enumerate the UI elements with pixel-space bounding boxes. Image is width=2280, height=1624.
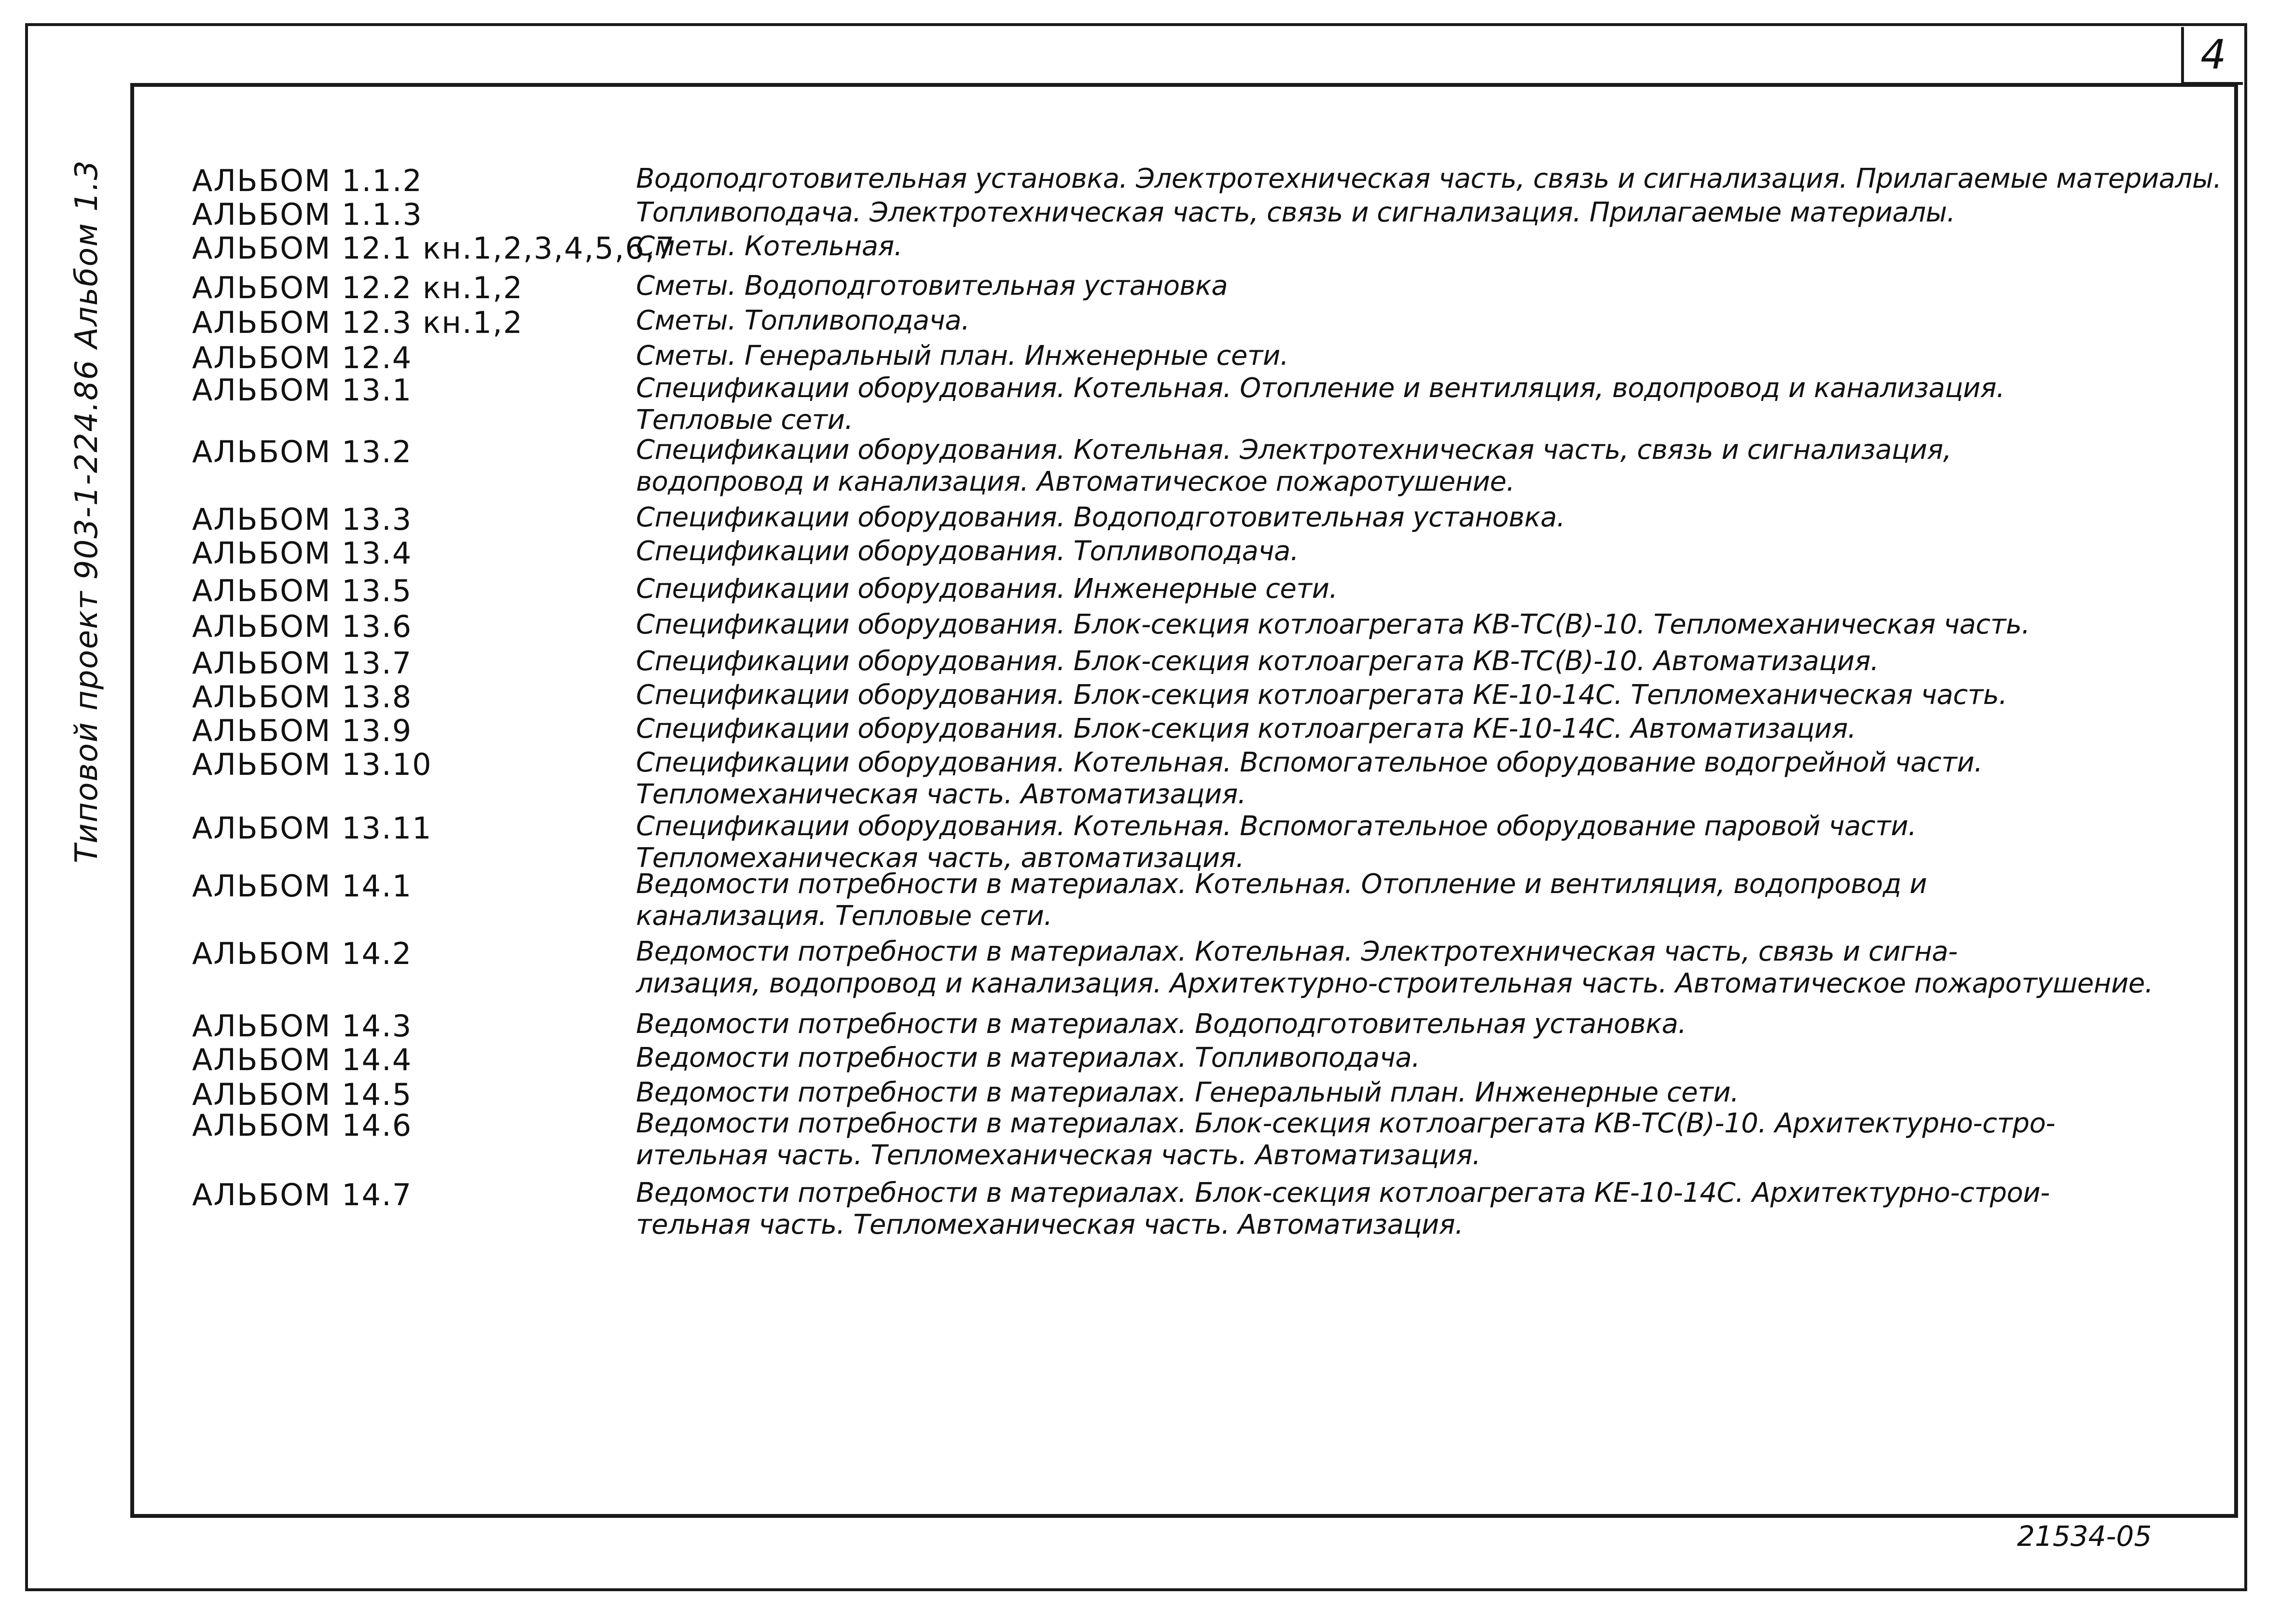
description-line: Ведомости потребности в материалах. Водоподготовительная установка. — [636, 1008, 1686, 1040]
album-code: АЛЬБОМ 1.1.2 — [192, 163, 423, 198]
album-code: АЛЬБОМ 13.5 — [192, 573, 413, 608]
album-code: АЛЬБОМ 13.6 — [192, 609, 413, 644]
description-line: Водоподготовительная установка. Электротехническая часть, связь и сигнализация. Прилагаемые материалы. — [636, 163, 2222, 194]
description-line: Спецификации оборудования. Инженерные сети. — [636, 573, 1338, 605]
album-description — [636, 197, 2204, 229]
description-line: Ведомости потребности в материалах. Котельная. Электротехническая часть, связь и сигна- — [636, 936, 1958, 967]
album-code: АЛЬБОМ 12.3 кн.1,2 — [192, 305, 524, 340]
album-code: АЛЬБОМ 13.9 — [192, 713, 413, 748]
album-description — [636, 305, 2204, 337]
description-line: Спецификации оборудования. Блок-секция котлоагрегата КЕ-10-14С. Автоматизация. — [636, 713, 1856, 744]
album-description — [636, 811, 2204, 874]
description-line: Сметы. Водоподготовительная установка — [636, 270, 1228, 302]
description-line: Спецификации оборудования. Блок-секция котлоагрегата КВ-ТС(В)-10. Тепломеханическая часть. — [636, 609, 2030, 640]
album-description — [636, 609, 2204, 641]
album-description — [636, 536, 2204, 567]
description-line: Сметы. Топливоподача. — [636, 305, 970, 336]
description-line: Сметы. Генеральный план. Инженерные сети. — [636, 340, 1289, 372]
album-description — [636, 573, 2204, 605]
description-line: Спецификации оборудования. Котельная. Электротехническая часть, связь и сигнализация, — [636, 434, 1952, 466]
album-description — [636, 1008, 2204, 1040]
album-description — [636, 502, 2204, 534]
album-code: АЛЬБОМ 14.4 — [192, 1042, 413, 1077]
album-code: АЛЬБОМ 13.10 — [192, 747, 432, 782]
album-description — [636, 936, 2204, 1000]
album-code: АЛЬБОМ 14.5 — [192, 1077, 413, 1112]
album-code: АЛЬБОМ 13.3 — [192, 502, 413, 537]
album-description — [636, 270, 2204, 302]
album-description — [636, 231, 2204, 262]
album-code: АЛЬБОМ 12.2 кн.1,2 — [192, 270, 524, 305]
description-line: Спецификации оборудования. Водоподготовительная установка. — [636, 502, 1565, 533]
description-line: водопровод и канализация. Автоматическое пожаротушение. — [636, 466, 1515, 497]
album-description — [636, 372, 2204, 436]
description-line: тельная часть. Тепломеханическая часть. Автоматизация. — [636, 1209, 1464, 1240]
album-code: АЛЬБОМ 14.3 — [192, 1008, 413, 1044]
album-description — [636, 1042, 2204, 1074]
album-code: АЛЬБОМ 14.1 — [192, 868, 413, 904]
album-code: АЛЬБОМ 14.2 — [192, 936, 413, 971]
album-description — [636, 713, 2204, 745]
description-line: Спецификации оборудования. Блок-секция котлоагрегата КЕ-10-14С. Тепломеханическая часть. — [636, 679, 2007, 711]
album-code: АЛЬБОМ 1.1.3 — [192, 197, 423, 232]
description-line: Тепломеханическая часть, автоматизация. — [636, 842, 1244, 874]
album-description — [636, 434, 2204, 498]
description-line: Спецификации оборудования. Блок-секция котлоагрегата КВ-ТС(В)-10. Автоматизация. — [636, 646, 1879, 677]
description-line: Спецификации оборудования. Котельная. Отопление и вентиляция, водопровод и канализация. — [636, 372, 2005, 404]
album-description — [636, 163, 2222, 195]
description-line: Топливоподача. Электротехническая часть, связь и сигнализация. Прилагаемые материалы. — [636, 197, 1955, 228]
album-code: АЛЬБОМ 12.4 — [192, 340, 413, 375]
album-description — [636, 868, 2204, 932]
album-code: АЛЬБОМ 13.1 — [192, 372, 413, 408]
document-stamp: 21534-05 — [2017, 1520, 2152, 1553]
description-line: канализация. Тепловые сети. — [636, 900, 1052, 932]
description-line: Тепловые сети. — [636, 404, 853, 436]
description-line: Тепломеханическая часть. Автоматизация. — [636, 779, 1246, 810]
album-code: АЛЬБОМ 14.7 — [192, 1177, 413, 1212]
description-line: Спецификации оборудования. Котельная. Вспомогательное оборудование паровой части. — [636, 811, 1917, 842]
description-line: Сметы. Котельная. — [636, 231, 903, 262]
page-number — [2181, 27, 2243, 85]
description-line: Ведомости потребности в материалах. Блок-секция котлоагрегата КЕ-10-14С. Архитектурно-строи- — [636, 1177, 2050, 1209]
description-line: лизация, водопровод и канализация. Архитектурно-строительная часть. Автоматическое пожаротушение. — [636, 968, 2153, 999]
album-code: АЛЬБОМ 13.11 — [192, 811, 432, 846]
album-code: АЛЬБОМ 13.2 — [192, 434, 413, 469]
description-line: Ведомости потребности в материалах. Блок-секция котлоагрегата КВ-ТС(В)-10. Архитектурно-стро- — [636, 1108, 2056, 1139]
album-description — [636, 679, 2204, 711]
description-line: Спецификации оборудования. Топливоподача. — [636, 536, 1299, 567]
album-description — [636, 747, 2204, 811]
album-description — [636, 646, 2204, 677]
description-line: Ведомости потребности в материалах. Топливоподача. — [636, 1042, 1420, 1073]
album-code: АЛЬБОМ 13.7 — [192, 646, 413, 681]
description-line: Ведомости потребности в материалах. Котельная. Отопление и вентиляция, водопровод и — [636, 868, 1927, 900]
description-line: Ведомости потребности в материалах. Генеральный план. Инженерные сети. — [636, 1077, 1739, 1108]
side-title-text: Типовой проект 903-1-224.86 Альбом 1.3 — [69, 159, 105, 864]
album-code: АЛЬБОМ 13.8 — [192, 679, 413, 715]
album-description — [636, 1177, 2204, 1241]
description-line: Спецификации оборудования. Котельная. Вспомогательное оборудование водогрейной части. — [636, 747, 1983, 778]
album-code: АЛЬБОМ 14.6 — [192, 1108, 413, 1143]
album-description — [636, 1077, 2204, 1109]
album-description — [636, 1108, 2204, 1171]
page-number-text: 4 — [2200, 31, 2226, 78]
album-code: АЛЬБОМ 13.4 — [192, 536, 413, 571]
album-description — [636, 340, 2204, 372]
description-line: ительная часть. Тепломеханическая часть. Автоматизация. — [636, 1140, 1481, 1171]
album-code: АЛЬБОМ 12.1 кн.1,2,3,4,5,6,7 — [192, 231, 676, 266]
